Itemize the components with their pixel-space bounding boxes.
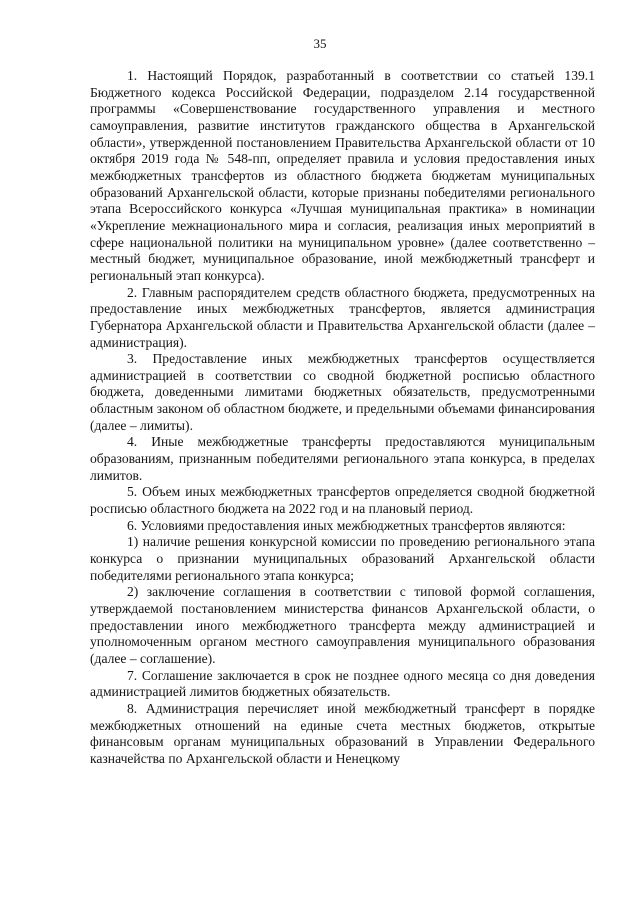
paragraph-6: 6. Условиями предоставления иных межбюджетных трансфертов являются:	[127, 517, 566, 533]
paragraph-6-item-2: 2) заключение соглашения в соответствии с типовой формой соглашения, утверждаемой постановлением министерства финансов Архангельской области, о предоставлении иного межбюджетного трансферта между администрацией и уполномоченным органом местного самоуправления муниципального образования (далее – соглашение).	[90, 584, 595, 666]
paragraph-8: 8. Администрация перечисляет иной межбюджетный трансферт в порядке межбюджетных отношений на единые счета местных бюджетов, открытые финансовым органам муниципальных образований в Управлении Федерального казначейства по Архангельской области и Ненецкому	[90, 700, 595, 766]
paragraph-4: 4. Иные межбюджетные трансферты предоставляются муниципальным образованиям, признанным победителями регионального этапа конкурса, в пределах лимитов.	[90, 434, 595, 483]
paragraph-2: 2. Главным распорядителем средств областного бюджета, предусмотренных на предоставление иных межбюджетных трансфертов, является администрация Губернатора Архангельской области и Правительства Архангельской области (далее – администрация).	[90, 284, 595, 350]
paragraph-1: 1. Настоящий Порядок, разработанный в соответствии со статьей 139.1 Бюджетного кодекса Российской Федерации, подразделом 2.14 государственной программы «Совершенствование государственного управления и местного самоуправления, развитие институтов гражданского общества в Архангельской области», утвержденной постановлением Правительства Архангельской области от 10 октября 2019 года № 548-пп, определяет правила и условия предоставления иных межбюджетных трансфертов из областного бюджета бюджетам муниципальных образований Архангельской области, которые признаны победителями регионального этапа Всероссийского конкурса «Лучшая муниципальная практика» в номинации «Укрепление межнационального мира и согласия, реализация иных мероприятий в сфере национальной политики на муниципальном уровне» (далее соответственно – местный бюджет, муниципальное образование, иной межбюджетный трансферт и региональный этап конкурса).	[90, 68, 595, 283]
paragraph-3: 3. Предоставление иных межбюджетных трансфертов осуществляется администрацией в соответствии со сводной бюджетной росписью областного бюджета, доведенными лимитами бюджетных обязательств, предусмотренными областным законом об областном бюджете, и предельными объемами финансирования (далее – лимиты).	[90, 351, 595, 433]
paragraph-5: 5. Объем иных межбюджетных трансфертов определяется сводной бюджетной росписью областного бюджета на 2022 год и на плановый период.	[90, 484, 595, 517]
page-number: 35	[313, 36, 327, 51]
paragraph-7: 7. Соглашение заключается в срок не позднее одного месяца со дня доведения администрацией лимитов бюджетных обязательств.	[90, 667, 595, 700]
document-body	[90, 68, 595, 768]
paragraph-6-item-1: 1) наличие решения конкурсной комиссии по проведению регионального этапа конкурса о признании муниципальных образований Архангельской области победителями регионального этапа конкурса;	[90, 534, 595, 583]
